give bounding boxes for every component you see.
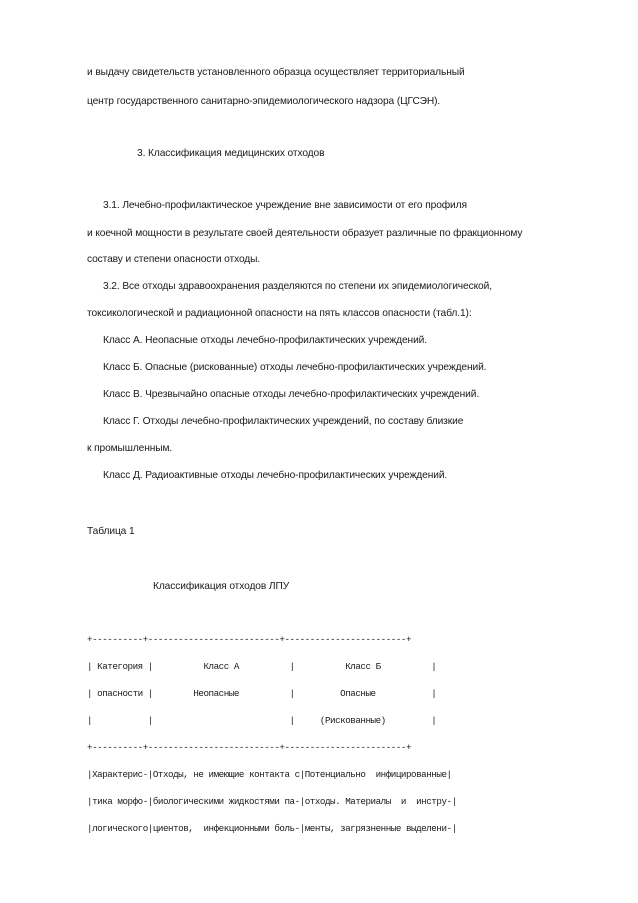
class-g-line: Класс Г. Отходы лечебно-профилактических учреждений, по составу близкие (103, 416, 464, 427)
paragraph-line: 3.1. Лечебно-профилактическое учреждение вне зависимости от его профиля (103, 200, 467, 211)
intro-line-1: и выдачу свидетельств установленного образца осуществляет территориальный (87, 67, 465, 78)
table-row: |тика морфо-|биологическими жидкостями па-|отходы. Материалы и инстру-| (87, 796, 457, 807)
paragraph-line: к промышленным. (87, 443, 173, 454)
paragraph-line: токсикологической и радиационной опасности на пять классов опасности (табл.1): (87, 308, 472, 319)
table-title: Классификация отходов ЛПУ (153, 581, 290, 592)
paragraph-line: составу и степени опасности отходы. (87, 254, 261, 265)
class-v-line: Класс В. Чрезвычайно опасные отходы лечебно-профилактических учреждений. (103, 389, 480, 400)
class-b-line: Класс Б. Опасные (рискованные) отходы лечебно-профилактических учреждений. (103, 362, 487, 373)
table-border: +----------+--------------------------+------------------------+ (87, 634, 412, 645)
table-row: | | | (Рискованные) | (87, 715, 437, 726)
class-d-line: Класс Д. Радиоактивные отходы лечебно-профилактических учреждений. (103, 470, 448, 481)
table-border: +----------+--------------------------+------------------------+ (87, 742, 412, 753)
table-row: |логического|циентов, инфекционными боль-|менты, загрязненные выделени-| (87, 823, 457, 834)
table-label: Таблица 1 (87, 526, 135, 537)
class-a-line: Класс А. Неопасные отходы лечебно-профилактических учреждений. (103, 335, 427, 346)
intro-line-2: центр государственного санитарно-эпидемиологического надзора (ЦГСЭН). (87, 96, 441, 107)
paragraph-line: 3.2. Все отходы здравоохранения разделяются по степени их эпидемиологической, (103, 281, 492, 292)
table-row: |Характерис-|Отходы, не имеющие контакта с|Потенциально инфицированные| (87, 769, 452, 780)
table-row: | опасности | Неопасные | Опасные | (87, 688, 437, 699)
section-heading: 3. Классификация медицинских отходов (137, 148, 325, 159)
paragraph-line: и коечной мощности в результате своей деятельности образует различные по фракционному (87, 228, 523, 239)
table-row: | Категория | Класс А | Класс Б | (87, 661, 437, 672)
